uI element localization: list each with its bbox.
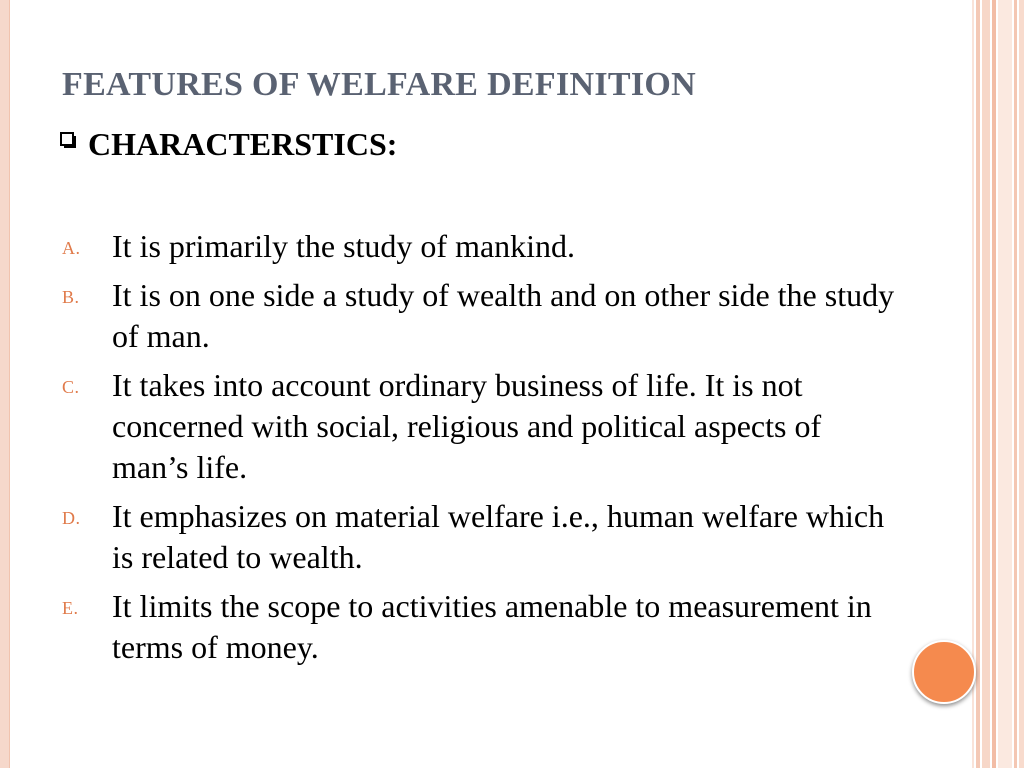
subheading-text: CHARACTERSTICS: [88,126,398,162]
list-item-text: It is on one side a study of wealth and on other side the study of man. [112,277,895,354]
list-item-text: It is primarily the study of mankind. [112,228,576,264]
list-item [62,496,902,578]
stripe [972,0,974,768]
orange-circle-decoration [912,640,976,704]
stripe [1019,0,1024,768]
slide-title: FEATURES OF WELFARE DEFINITION [62,66,696,103]
stripe [1014,0,1017,768]
list-item [62,586,902,668]
list-item-text: It takes into account ordinary business of life. It is not concerned with social, religious and political aspects of man’s life. [112,367,822,485]
list-item-marker: B. [62,287,80,307]
list-item [62,226,902,267]
stripe [992,0,996,768]
stripe [976,0,980,768]
list-item [62,365,902,488]
list-item-marker: C. [62,377,80,397]
list-item-text: It limits the scope to activities amenable to measurement in terms of money. [112,588,872,665]
list-item-marker: D. [62,508,81,528]
subheading [60,126,397,163]
characteristics-list [62,226,902,676]
left-border-decoration [0,0,10,768]
checkbox-bullet-icon [60,132,74,146]
stripe [982,0,990,768]
right-stripes-decoration [972,0,1024,768]
list-item-text: It emphasizes on material welfare i.e., human welfare which is related to wealth. [112,498,885,575]
stripe [998,0,1012,768]
list-item-marker: A. [62,238,81,258]
list-item [62,275,902,357]
list-item-marker: E. [62,598,79,618]
